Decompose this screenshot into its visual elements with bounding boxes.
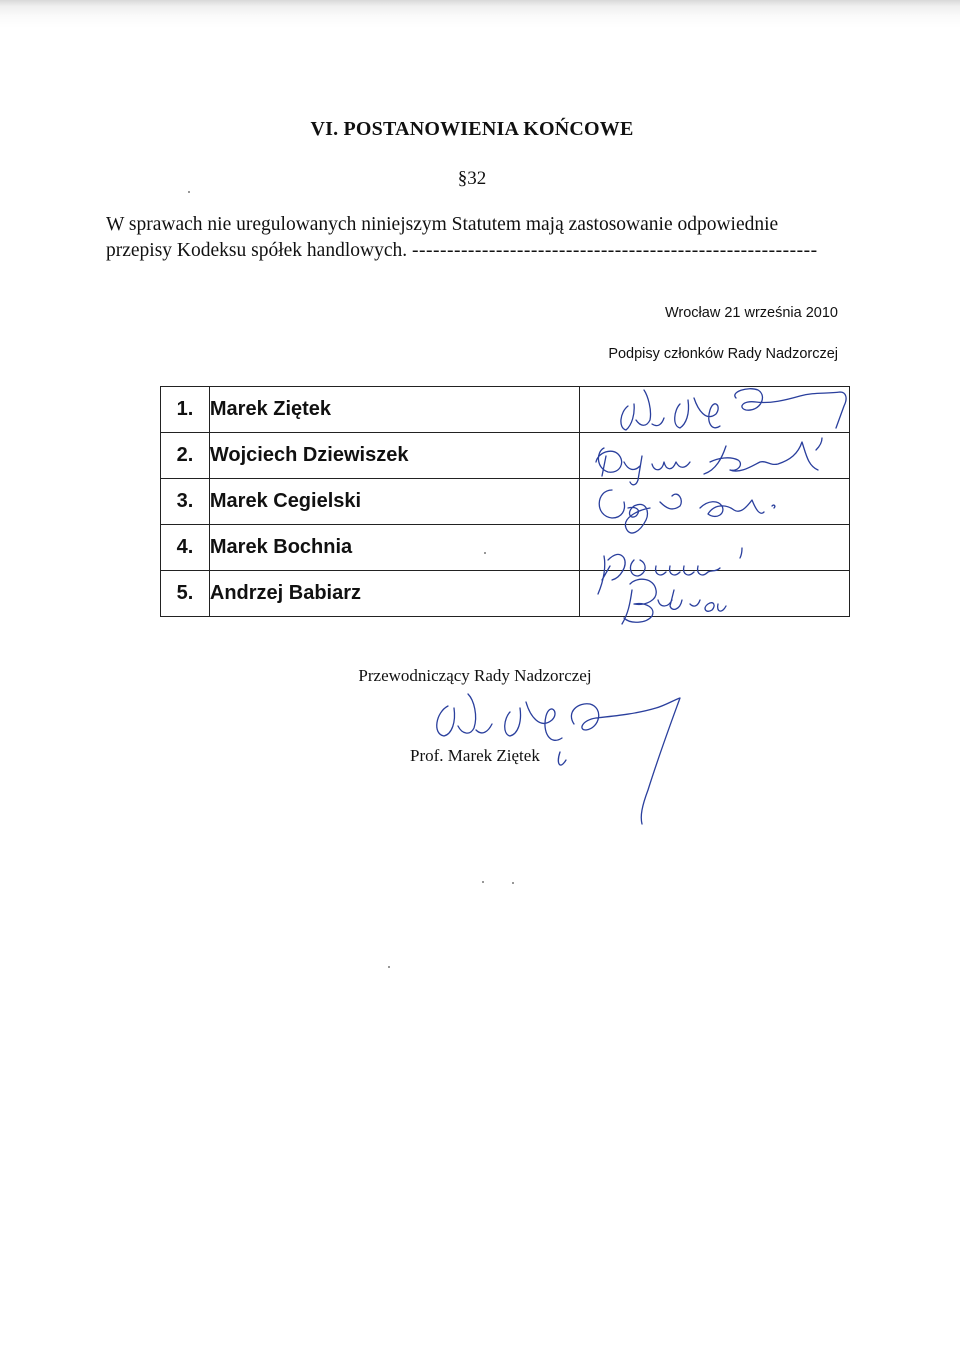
member-number: 5. xyxy=(161,571,210,617)
body-dashes: ---------------------------------------------------------- xyxy=(411,240,818,261)
body-line-2-wrapper xyxy=(106,238,866,264)
member-number: 2. xyxy=(161,433,210,479)
scan-speck xyxy=(512,882,514,884)
scan-speck xyxy=(484,552,486,554)
body-paragraph xyxy=(106,212,866,264)
member-name: Marek Ziętek xyxy=(209,387,579,433)
table-row xyxy=(161,479,850,525)
signature-cell xyxy=(579,479,849,525)
table-row xyxy=(161,387,850,433)
scan-speck xyxy=(188,191,190,193)
signature-cell xyxy=(579,525,849,571)
body-line-1: W sprawach nie uregulowanych niniejszym Statutem mają zastosowanie odpowiednie xyxy=(106,214,779,235)
paragraph-number: §32 xyxy=(457,168,487,189)
chair-name: Prof. Marek Ziętek xyxy=(410,746,540,765)
member-name: Andrzej Babiarz xyxy=(209,571,579,617)
member-name: Marek Cegielski xyxy=(209,479,579,525)
body-line-2: przepisy Kodeksu spółek handlowych. xyxy=(106,240,408,261)
member-number: 4. xyxy=(161,525,210,571)
scan-edge-shadow xyxy=(0,0,960,28)
member-name: Wojciech Dziewiszek xyxy=(209,433,579,479)
signature-cell xyxy=(579,387,849,433)
members-table xyxy=(160,386,850,617)
place-date: Wrocław 21 września 2010 xyxy=(664,305,838,321)
table-row xyxy=(161,433,850,479)
table-row xyxy=(161,571,850,617)
chair-label: Przewodniczący Rady Nadzorczej xyxy=(358,666,592,685)
table-row xyxy=(161,525,850,571)
scan-speck xyxy=(388,966,390,968)
member-name: Marek Bochnia xyxy=(209,525,579,571)
scan-speck xyxy=(482,881,484,883)
section-title: VI. POSTANOWIENIA KOŃCOWE xyxy=(310,118,634,140)
member-number: 1. xyxy=(161,387,210,433)
signatures-caption: Podpisy członków Rady Nadzorczej xyxy=(608,346,838,362)
signature-cell xyxy=(579,571,849,617)
member-number: 3. xyxy=(161,479,210,525)
signature-cell xyxy=(579,433,849,479)
